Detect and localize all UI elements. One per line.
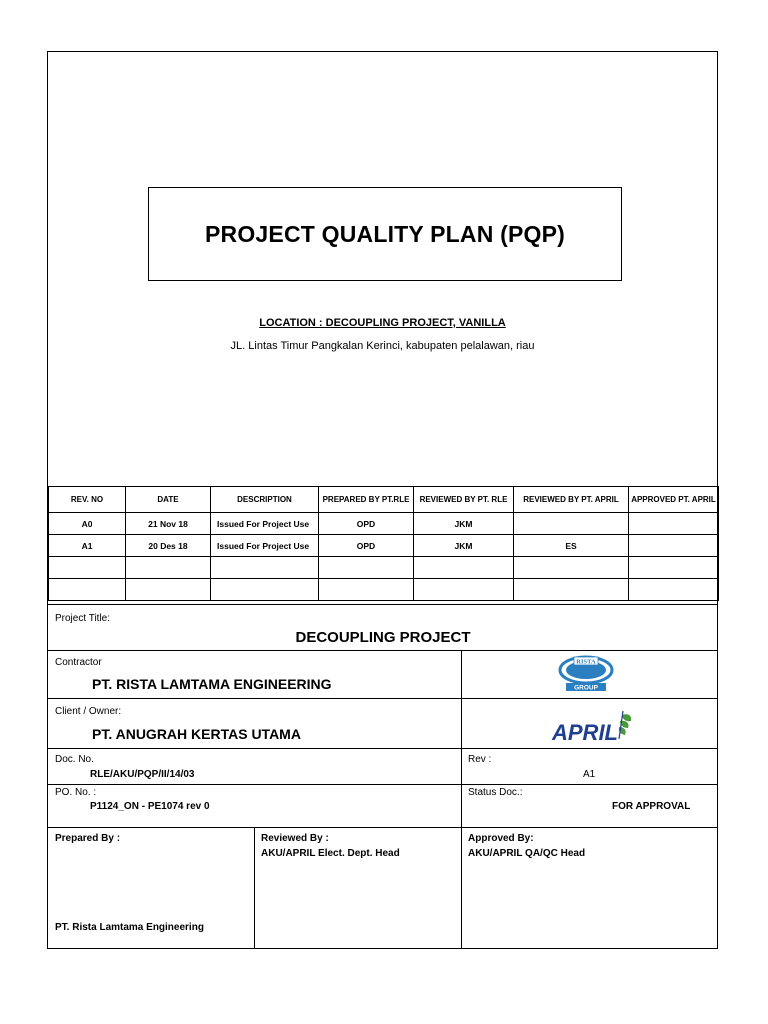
header-date: DATE (126, 487, 211, 513)
cell-approved-april (629, 513, 719, 535)
header-reviewed-by-april: REVIEWED BY PT. APRIL (514, 487, 629, 513)
location-line: LOCATION : DECOUPLING PROJECT, VANILLA (259, 317, 506, 329)
prepared-by-org: PT. Rista Lamtama Engineering (55, 922, 204, 933)
table-row-empty (49, 579, 719, 601)
header-description: DESCRIPTION (211, 487, 319, 513)
cell-prepared-by: OPD (319, 535, 414, 557)
header-approved-april: APPROVED PT. APRIL (629, 487, 719, 513)
header-prepared-by: PREPARED BY PT.RLE (319, 487, 414, 513)
cell-reviewed-by-april (514, 513, 629, 535)
cell-reviewed-by-rle: JKM (414, 513, 514, 535)
table-row (49, 513, 719, 535)
client-label: Client / Owner: (55, 706, 122, 717)
cell-reviewed-by-rle: JKM (414, 535, 514, 557)
table-row (49, 535, 719, 557)
document-title: PROJECT QUALITY PLAN (PQP) (204, 220, 566, 247)
doc-no-block (48, 748, 718, 784)
cell-description: Issued For Project Use (211, 513, 319, 535)
signature-block (48, 827, 718, 949)
address-line: JL. Lintas Timur Pangkalan Kerinci, kabupaten pelalawan, riau (230, 340, 535, 352)
svg-text:RISTA: RISTA (576, 658, 596, 666)
cell-approved-april (629, 535, 719, 557)
cell-rev-no: A0 (49, 513, 126, 535)
cell-rev-no: A1 (49, 535, 126, 557)
rista-group-logo (558, 654, 614, 692)
revision-header-row (49, 487, 719, 513)
april-logo (550, 707, 640, 745)
reviewed-by-value: AKU/APRIL Elect. Dept. Head (261, 848, 400, 859)
header-reviewed-by-rle: REVIEWED BY PT. RLE (414, 487, 514, 513)
po-value: P1124_ON - PE1074 rev 0 (90, 801, 210, 812)
svg-text:APRIL: APRIL (552, 720, 618, 745)
cell-reviewed-by-april: ES (514, 535, 629, 557)
doc-no-label: Doc. No. (55, 754, 94, 765)
project-title-value: DECOUPLING PROJECT (295, 629, 471, 646)
svg-text:GROUP: GROUP (574, 684, 598, 692)
cell-description: Issued For Project Use (211, 535, 319, 557)
title-box (148, 187, 622, 281)
reviewed-by-label: Reviewed By : (261, 833, 329, 844)
prepared-by-label: Prepared By : (55, 833, 121, 844)
document-page (47, 51, 718, 949)
po-label: PO. No. : (55, 787, 97, 798)
header-rev-no: REV. NO (49, 487, 126, 513)
cell-date: 21 Nov 18 (126, 513, 211, 535)
client-name: PT. ANUGRAH KERTAS UTAMA (92, 726, 301, 742)
status-value: FOR APPROVAL (612, 801, 691, 812)
cell-prepared-by: OPD (319, 513, 414, 535)
status-label: Status Doc.: (468, 787, 523, 798)
contractor-block (48, 650, 718, 698)
table-row-empty (49, 557, 719, 579)
approved-by-label: Approved By: (468, 833, 534, 844)
cell-date: 20 Des 18 (126, 535, 211, 557)
approved-by-value: AKU/APRIL QA/QC Head (468, 848, 586, 859)
revision-table (48, 486, 719, 601)
doc-no-value: RLE/AKU/PQP/II/14/03 (90, 769, 195, 780)
contractor-label: Contractor (55, 657, 102, 668)
project-title-label: Project Title: (55, 613, 111, 624)
po-block (48, 784, 718, 827)
rev-value: A1 (583, 769, 596, 780)
project-title-block (48, 604, 718, 650)
contractor-name: PT. RISTA LAMTAMA ENGINEERING (92, 676, 332, 692)
rev-label: Rev : (468, 754, 492, 765)
